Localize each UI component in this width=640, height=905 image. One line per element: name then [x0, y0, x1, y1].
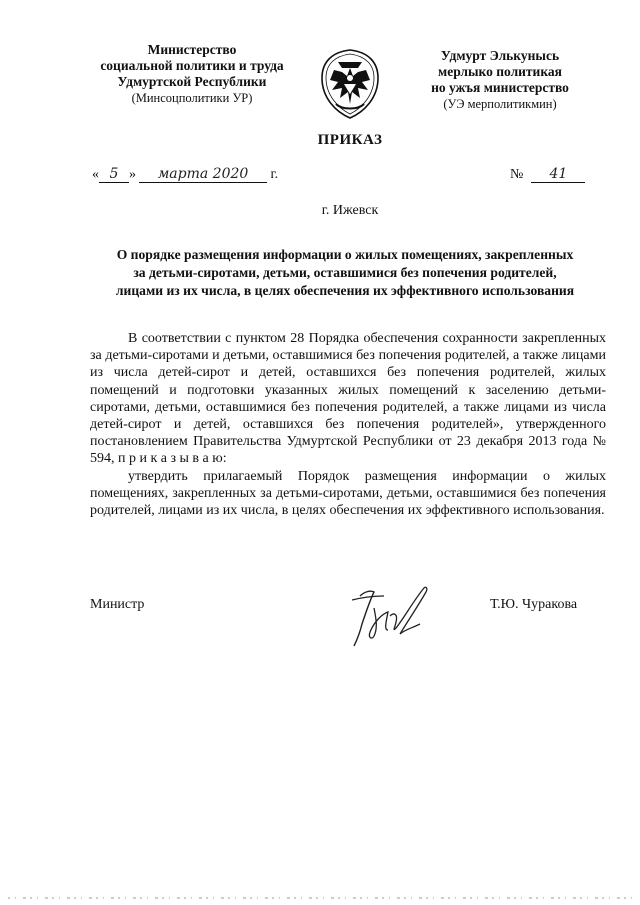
- scan-edge-artifact: [0, 893, 640, 903]
- ministry-udmurt-line1: Удмурт Элькунысь: [440, 48, 560, 63]
- ministry-name-line2: социальной политики и труда: [100, 58, 284, 73]
- ministry-udmurt-line2: мерлыко политикая: [438, 64, 562, 79]
- subject-line1: О порядке размещения информации о жилых помещениях, закрепленных: [116, 247, 574, 262]
- order-subject: [85, 246, 605, 300]
- ministry-short-name: (Минсоцполитики УР): [131, 91, 253, 105]
- date-open-quote: «: [92, 167, 99, 182]
- number-value: 41: [531, 166, 585, 183]
- number-label: №: [510, 167, 524, 182]
- ministry-name-line1: Министерство: [147, 42, 237, 57]
- udmurt-coat-of-arms-icon: [318, 48, 382, 120]
- date-day: 5: [99, 166, 129, 183]
- ministry-udmurt-short-name: (УЭ мерполитикмин): [443, 97, 557, 111]
- ministry-name-line3: Удмуртской Республики: [117, 74, 267, 89]
- ministry-header-udmurt: [400, 48, 600, 112]
- date-month-year: марта 2020: [139, 166, 267, 183]
- date-year-suffix: г.: [270, 167, 279, 182]
- city-name: г. Ижевск: [321, 203, 379, 218]
- order-number: [510, 166, 585, 183]
- body-paragraph-1: В соответствии с пунктом 28 Порядка обеспечения сохранности закрепленных за детьми-сиротами и детьми, оставшимися без попечения родителей, а также лицами из числа детей-сирот и детей, оставшихся без попечения родителей, жилых помещений и подготовки указанных жилых помещений к заселению детьми-сиротами, детьми, оставшимися без попечения родителей, а также лицами из числа детей-сирот и детей, оставшихся без попечения родителей», утвержденного постановлением Правительства Удмуртской Республики от 23 декабря 2013 года № 594, п р и к а з ы в а ю:: [90, 331, 606, 467]
- document-type-title: ПРИКАЗ: [317, 132, 383, 148]
- order-date: [92, 166, 278, 188]
- signer-role: Министр: [90, 597, 145, 612]
- ministry-header-russian: [86, 42, 298, 106]
- body-paragraph-2: утвердить прилагаемый Порядок размещения информации о жилых помещениях, закрепленных за детьми-сиротами, детьми, оставшимися без попечения родителей, лицами из их числа, в целях обеспечения их эффективного использования.: [90, 468, 606, 519]
- order-body: [90, 330, 606, 519]
- signer-name: Т.Ю. Чуракова: [490, 597, 578, 612]
- subject-line3: лицами из их числа, в целях обеспечения их эффективного использования: [115, 283, 575, 298]
- ministry-udmurt-line3: но ужъя министерство: [431, 80, 569, 95]
- subject-line2: за детьми-сиротами, детьми, оставшимися без попечения родителей,: [133, 265, 557, 280]
- handwritten-signature-icon: [340, 578, 452, 650]
- date-close-quote: »: [129, 167, 136, 182]
